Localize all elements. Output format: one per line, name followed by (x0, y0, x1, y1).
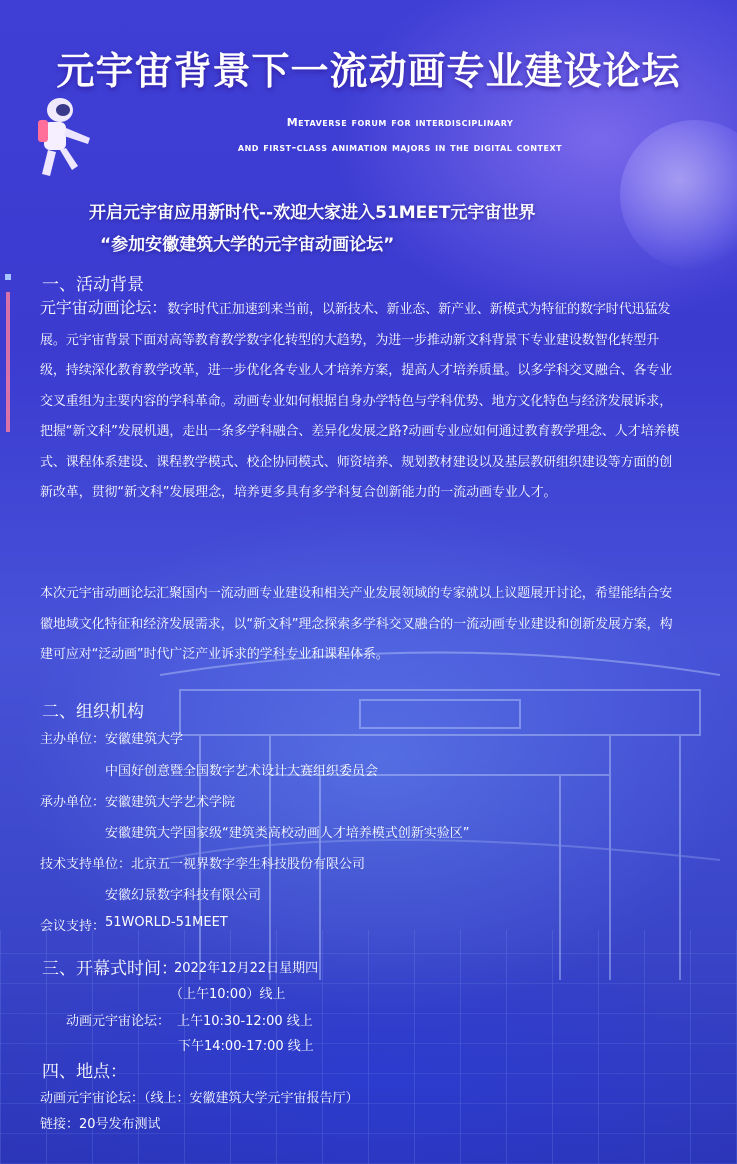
page-title: 元宇宙背景下一流动画专业建设论坛 (56, 49, 681, 93)
tech-support-value-1: 北京五一视界数字孪生科技股份有限公司 (131, 857, 366, 872)
tech-support-label: 技术支持单位： (40, 857, 132, 872)
opening-date: 2022年12月22日星期四 (174, 961, 319, 976)
section-organization-heading: 二、组织机构 (42, 702, 144, 722)
venue-text: 动画元宇宙论坛：（线上：安徽建筑大学元宇宙报告厅） (40, 1091, 359, 1106)
section-venue-heading: 四、地点： (42, 1062, 127, 1082)
meeting-support-value: 51WORLD-51MEET (105, 915, 228, 930)
forum-lead-label: 元宇宙动画论坛： (40, 298, 168, 317)
host-value-1: 安徽建筑大学 (105, 732, 184, 747)
background-text-1: 数字时代正加速到来当前，以新技术、新业态、新产业、新模式为特征的数字时代迅猛发展。元宇宙背景下面对高等教育教学数字化转型的大趋势，为进一步推动新文科背景下专业建设数智化转型升级，持续深化教育教学改革，进一步优化各专业人才培养方案，提高人才培养质量。以多学科交叉融合、各专业交叉重组为主要内容的学科革命。动画专业如何根据自身办学特色与学科优势、地方文化特色与经济发展诉求，把握“新文科”发展机遇，走出一条多学科融合、差异化发展之路?动画专业应如何通过教育教学理念、人才培养模式、课程体系建设、课程教学模式、校企协同模式、师资培养、规划教材建设以及基层教研组织建设等方面的创新改革，贯彻“新文科”发展理念，培养更多具有多学科复合创新能力的一流动画专业人才。 (40, 302, 680, 500)
accent-bar (6, 292, 10, 432)
slogan-line-1: 开启元宇宙应用新时代--欢迎大家进入51MEET元宇宙世界 (89, 203, 536, 223)
background-paragraph-2: 本次元宇宙动画论坛汇聚国内一流动画专业建设和相关产业发展领域的专家就以上议题展开讨论，希望能结合安徽地域文化特征和经济发展需求，以“新文科”理念探索多学科交叉融合的一流动画专业建设和创新发展方案，构建可应对“泛动画”时代广泛产业诉求的学科专业和课程体系。 (40, 586, 673, 662)
organizer-value-2: 安徽建筑大学国家级“建筑类高校动画人才培养模式创新实验区” (105, 826, 470, 841)
organizer-value-1: 安徽建筑大学艺术学院 (105, 795, 236, 810)
subtitle-line-2: and first-class animation majors in the digital context (237, 141, 563, 154)
astronaut-icon (30, 92, 110, 182)
subtitle-line-1: Metaverse forum for interdisciplinary (286, 116, 514, 129)
host-label: 主办单位： (40, 732, 106, 747)
tech-support-value-2: 安徽幻景数字科技有限公司 (105, 888, 262, 903)
meeting-support-label: 会议支持： (40, 919, 106, 934)
forum-time-label: 动画元宇宙论坛： (66, 1014, 171, 1029)
section-background-heading: 一、活动背景 (42, 275, 144, 295)
section-opening-heading: 三、开幕式时间： (42, 959, 178, 979)
slogan-line-2: “参加安徽建筑大学的元宇宙动画论坛” (100, 235, 395, 255)
background-paragraph-1 (40, 293, 684, 509)
forum-time-am: 上午10:30-12:00 线上 (177, 1014, 313, 1029)
accent-dot (5, 274, 11, 280)
venue-link[interactable]: 链接：20号发布测试 (40, 1117, 161, 1132)
forum-time-pm: 下午14:00-17:00 线上 (178, 1039, 314, 1054)
opening-time: （上午10:00）线上 (170, 987, 286, 1002)
organizer-label: 承办单位： (40, 795, 106, 810)
host-value-2: 中国好创意暨全国数字艺术设计大赛组织委员会 (105, 764, 379, 779)
